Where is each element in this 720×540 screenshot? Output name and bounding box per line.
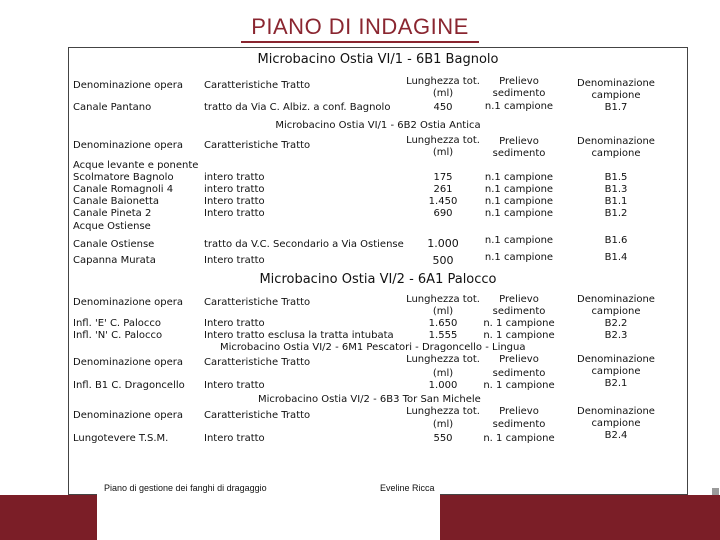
- corner-square: [712, 488, 719, 495]
- header-prelievo: Prelievo: [499, 406, 539, 417]
- header-denominazione-2: campione: [591, 418, 641, 429]
- prel-row: n. 1 campione: [483, 318, 555, 329]
- header-lunghezza: Lunghezza tot.: [406, 354, 480, 365]
- tratto-row: intero tratto: [204, 184, 265, 195]
- prel-row: n.1 campione: [484, 252, 554, 263]
- title-underline: [241, 41, 479, 43]
- section-title-bagnolo: Microbacino Ostia VI/1 - 6B1 Bagnolo: [257, 52, 499, 67]
- len-row: 690: [433, 208, 453, 219]
- header-denominazione: Denominazione: [577, 294, 655, 305]
- header-prelievo-2: sedimento: [492, 368, 546, 379]
- section-title-ostia-antica: Microbacino Ostia VI/1 - 6B2 Ostia Antica: [275, 120, 481, 131]
- camp-row: B1.2: [604, 208, 628, 219]
- tratto-tor-san-michele: Intero tratto: [204, 433, 265, 444]
- opera-dragoncello: Infl. B1 C. Dragoncello: [73, 380, 185, 391]
- len-dragoncello: 1.000: [428, 380, 458, 391]
- prel-row: n.1 campione: [484, 196, 554, 207]
- header-lunghezza-unit: (ml): [432, 147, 454, 158]
- header-opera: Denominazione opera: [73, 297, 183, 308]
- prel-row: n. 1 campione: [483, 330, 555, 341]
- section-title-palocco: Microbacino Ostia VI/2 - 6A1 Palocco: [259, 272, 497, 287]
- camp-row: B1.1: [604, 196, 628, 207]
- opera-row: Infl. 'N' C. Palocco: [73, 330, 163, 341]
- len-row: 1.000: [427, 237, 459, 250]
- header-prelievo: Prelievo: [499, 294, 539, 305]
- header-lunghezza: Lunghezza tot.: [406, 294, 480, 305]
- len-row: 261: [433, 184, 453, 195]
- group-label-ostiense: Acque Ostiense: [73, 221, 151, 232]
- group-label-levante-ponente: Acque levante e ponente: [73, 160, 199, 171]
- header-opera: Denominazione opera: [73, 140, 183, 151]
- header-denominazione-2: campione: [591, 148, 641, 159]
- header-prelievo: Prelievo: [499, 136, 539, 147]
- opera-row: Canale Baionetta: [73, 196, 160, 207]
- header-prelievo-2: sedimento: [492, 148, 546, 159]
- prel-dragoncello: n. 1 campione: [483, 380, 555, 391]
- header-prelievo-2: sedimento: [492, 88, 546, 99]
- header-lunghezza-unit: (ml): [432, 88, 454, 99]
- camp-row: B1.5: [604, 172, 628, 183]
- camp-row: B1.3: [604, 184, 628, 195]
- tratto-row: Intero tratto: [204, 318, 265, 329]
- camp-row: B1.4: [604, 252, 628, 263]
- header-opera: Denominazione opera: [73, 357, 183, 368]
- tratto-row: Intero tratto: [204, 196, 265, 207]
- section-title-dragoncello: Microbacino Ostia VI/2 - 6M1 Pescatori - Dragoncello - Lingua: [220, 342, 526, 353]
- len-row: 1.650: [428, 318, 458, 329]
- tratto-row: tratto da V.C. Secondario a Via Ostiense: [204, 239, 404, 250]
- len-row: 1.555: [428, 330, 458, 341]
- header-tratto: Caratteristiche Tratto: [204, 357, 311, 368]
- camp-tor-san-michele: B2.4: [604, 430, 628, 441]
- camp-row: B2.3: [604, 330, 628, 341]
- prel-row: n.1 campione: [484, 235, 554, 246]
- len-row: 500: [432, 254, 454, 267]
- header-tratto: Caratteristiche Tratto: [204, 297, 311, 308]
- opera-canale-pantano: Canale Pantano: [73, 102, 152, 113]
- len-row: 1.450: [428, 196, 458, 207]
- opera-tor-san-michele: Lungotevere T.S.M.: [73, 433, 169, 444]
- header-lunghezza: Lunghezza tot.: [406, 135, 480, 146]
- tratto-dragoncello: Intero tratto: [204, 380, 265, 391]
- camp-canale-pantano: B1.7: [604, 102, 628, 113]
- tratto-row: intero tratto: [204, 172, 265, 183]
- section-title-tor-san-michele: Microbacino Ostia VI/2 - 6B3 Tor San Michele: [258, 394, 481, 405]
- header-denominazione-2: campione: [591, 90, 641, 101]
- len-row: 175: [433, 172, 453, 183]
- len-tor-san-michele: 550: [433, 433, 453, 444]
- camp-dragoncello: B2.1: [604, 378, 628, 389]
- header-opera: Denominazione opera: [73, 80, 183, 91]
- prel-row: n.1 campione: [484, 172, 554, 183]
- header-opera: Denominazione opera: [73, 410, 183, 421]
- header-lunghezza-unit: (ml): [432, 419, 454, 430]
- opera-row: Canale Ostiense: [73, 239, 155, 250]
- camp-row: B2.2: [604, 318, 628, 329]
- header-prelievo: Prelievo: [499, 354, 539, 365]
- footer-document-title: Piano di gestione dei fanghi di dragaggio: [104, 483, 267, 493]
- header-prelievo-2: sedimento: [492, 306, 546, 317]
- opera-row: Infl. 'E' C. Palocco: [73, 318, 161, 329]
- tratto-row: Intero tratto: [204, 208, 265, 219]
- header-denominazione: Denominazione: [577, 78, 655, 89]
- header-tratto: Caratteristiche Tratto: [204, 410, 311, 421]
- prel-canale-pantano: n.1 campione: [484, 101, 554, 112]
- header-lunghezza-unit: (ml): [432, 368, 454, 379]
- prel-tor-san-michele: n. 1 campione: [483, 433, 555, 444]
- header-denominazione-2: campione: [591, 366, 641, 377]
- opera-row: Canale Pineta 2: [73, 208, 152, 219]
- tratto-canale-pantano: tratto da Via C. Albiz. a conf. Bagnolo: [204, 102, 391, 113]
- footer-author: Eveline Ricca: [380, 483, 435, 493]
- page-title: PIANO DI INDAGINE: [251, 14, 469, 39]
- header-prelievo-2: sedimento: [492, 419, 546, 430]
- header-tratto: Caratteristiche Tratto: [204, 80, 311, 91]
- len-canale-pantano: 450: [433, 102, 453, 113]
- opera-row: Canale Romagnoli 4: [73, 184, 174, 195]
- header-lunghezza-unit: (ml): [432, 306, 454, 317]
- header-lunghezza: Lunghezza tot.: [406, 76, 480, 87]
- prel-row: n.1 campione: [484, 184, 554, 195]
- header-denominazione: Denominazione: [577, 136, 655, 147]
- camp-row: B1.6: [604, 235, 628, 246]
- opera-row: Capanna Murata: [73, 255, 156, 266]
- tratto-row: Intero tratto: [204, 255, 265, 266]
- prel-row: n.1 campione: [484, 208, 554, 219]
- header-prelievo: Prelievo: [499, 76, 539, 87]
- header-denominazione-2: campione: [591, 306, 641, 317]
- header-denominazione: Denominazione: [577, 354, 655, 365]
- header-lunghezza: Lunghezza tot.: [406, 406, 480, 417]
- tratto-row: Intero tratto esclusa la tratta intubata: [204, 330, 394, 341]
- opera-row: Scolmatore Bagnolo: [73, 172, 174, 183]
- header-denominazione: Denominazione: [577, 406, 655, 417]
- header-tratto: Caratteristiche Tratto: [204, 140, 311, 151]
